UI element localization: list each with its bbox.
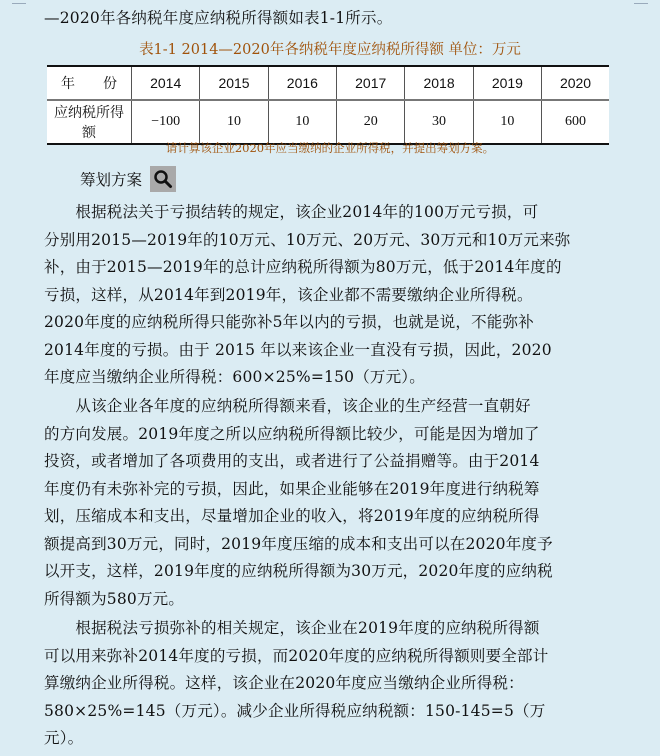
paragraph-line: 的方向发展。2019年度之所以应纳税所得额比较少，可能是因为增加了 (44, 424, 540, 443)
header-cell: 2017 (337, 66, 405, 100)
header-cell: 2018 (405, 66, 473, 100)
paragraph-line: 从该企业各年度的应纳税所得额来看，该企业的生产经营一直朝好 (44, 397, 531, 415)
header-cell: 2016 (268, 66, 336, 100)
page-corner-mark (12, 0, 26, 4)
header-cell: 2014 (132, 66, 200, 100)
header-cell: 2020 (542, 66, 609, 100)
table-caption: 表1-1 2014—2020年各纳税年度应纳税所得额 单位：万元 (139, 42, 521, 58)
plan-heading (80, 166, 176, 192)
cell: 应纳税所得额 (47, 100, 132, 144)
paragraph-line: 可以用来弥补2014年度的亏损，而2020年度的应纳税所得额则要全部计 (44, 646, 549, 665)
cell: 600 (542, 100, 609, 144)
paragraph-line: 2020年度的应纳税所得只能弥补5年以内的亏损，也就是说，不能弥补 (44, 313, 534, 331)
paragraph-line: 年度应当缴纳企业所得税：600×25%=150（万元）。 (44, 368, 425, 386)
paragraph-line: 分别用2015—2019年的10万元、10万元、20万元、30万元和10万元来弥 (44, 230, 571, 249)
cell: 20 (337, 100, 405, 144)
intro-line: —2020年各纳税年度应纳税所得额如表1-1所示。 (44, 9, 393, 27)
cell: −100 (132, 100, 200, 144)
search-icon (153, 169, 173, 189)
page-corner-mark (634, 0, 648, 4)
table-header-row (47, 66, 609, 100)
income-table (47, 65, 609, 145)
cell: 10 (200, 100, 268, 144)
paragraph-line: 年度仍有未弥补完的亏损，因此，如果企业能够在2019年度进行纳税筹 (44, 479, 540, 498)
paragraph-line: 额提高到30万元，同时，2019年度压缩的成本和支出可以在2020年度予 (44, 534, 553, 553)
paragraph-line: 根据税法亏损弥补的相关规定，该企业在2019年度的应纳税所得额 (44, 619, 540, 637)
paragraph-line: 算缴纳企业所得税。这样，该企业在2020年度应当缴纳企业所得税： (44, 674, 524, 692)
paragraph-line: 根据税法关于亏损结转的规定，该企业2014年的100万元亏损，可 (44, 203, 539, 221)
header-cell: 年 份 (47, 66, 132, 100)
search-button[interactable] (150, 166, 176, 192)
paragraph-line: 2014年度的亏损。由于 2015 年以来该企业一直没有亏损，因此，2020 (44, 340, 552, 359)
header-cell: 2015 (200, 66, 268, 100)
question-text: 请计算该企业2020年应当缴纳的企业所得税，并提出筹划方案。 (165, 141, 495, 155)
cell: 10 (268, 100, 336, 144)
paragraph-line: 补，由于2015—2019年的总计应纳税所得额为80万元，低于2014年度的 (44, 258, 562, 276)
paragraph-line: 划，压缩成本和支出，尽量增加企业的收入，将2019年度的应纳税所得 (44, 507, 540, 525)
paragraph-line: 元）。 (44, 729, 84, 747)
cell: 30 (405, 100, 473, 144)
table-row (47, 100, 609, 144)
cell: 10 (473, 100, 541, 144)
plan-label: 筹划方案 (80, 171, 143, 189)
paragraph-line: 所得额为580万元。 (44, 589, 185, 608)
paragraph-line: 以开支，这样，2019年度的应纳税所得额为30万元，2020年度的应纳税 (44, 562, 553, 580)
paragraph-line: 投资，或者增加了各项费用的支出，或者进行了公益捐赠等。由于2014 (44, 452, 540, 470)
header-cell: 2019 (473, 66, 541, 100)
paragraph-line: 亏损，这样，从2014年到2019年，该企业都不需要缴纳企业所得税。 (44, 285, 533, 304)
paragraph-line: 580×25%=145（万元）。减少企业所得税应纳税额：150-145=5（万 (44, 701, 546, 720)
